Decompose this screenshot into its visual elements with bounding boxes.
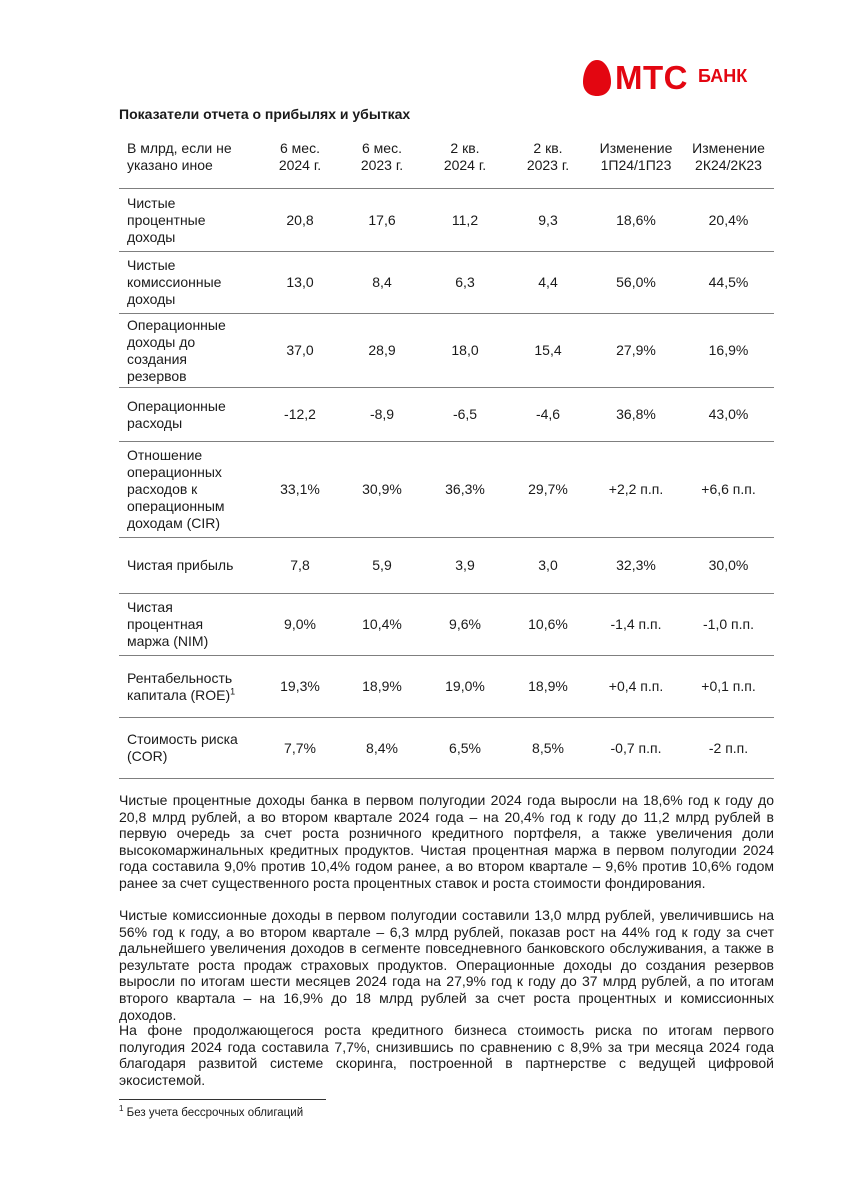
section-title: Показатели отчета о прибылях и убытках	[119, 106, 411, 122]
logo-bank-text: БАНК	[697, 66, 748, 86]
table-cell: 9,3	[507, 189, 589, 252]
column-header: 6 мес. 2024 г.	[259, 134, 341, 189]
footnote-text: Без учета бессрочных облигаций	[126, 1107, 304, 1119]
table-cell: 6,3	[423, 252, 507, 314]
table-row	[119, 388, 774, 442]
column-header: 6 мес. 2023 г.	[341, 134, 423, 189]
row-label: Чистая процентная маржа (NIM)	[119, 594, 259, 656]
table-cell: 20,4%	[683, 189, 774, 252]
row-label: Операционные расходы	[119, 388, 259, 442]
table-cell: 20,8	[259, 189, 341, 252]
table-cell: 16,9%	[683, 314, 774, 388]
column-header: В млрд, если не указано иное	[119, 134, 259, 189]
column-header: 2 кв. 2023 г.	[507, 134, 589, 189]
logo-mts-text: МТС	[615, 59, 688, 96]
table-cell: 44,5%	[683, 252, 774, 314]
table-cell: 9,0%	[259, 594, 341, 656]
mts-egg-icon	[582, 59, 612, 97]
table-cell: 5,9	[341, 538, 423, 594]
table-cell: 32,3%	[589, 538, 683, 594]
table-cell: 36,3%	[423, 442, 507, 538]
table-cell: 3,0	[507, 538, 589, 594]
table-cell: 19,3%	[259, 656, 341, 718]
table-cell: 18,9%	[341, 656, 423, 718]
column-header: Изменение 2К24/2К23	[683, 134, 774, 189]
table-cell: 30,9%	[341, 442, 423, 538]
table-cell: 18,6%	[589, 189, 683, 252]
table-cell: 10,4%	[341, 594, 423, 656]
footnote	[119, 1104, 304, 1119]
row-label: Операционные доходы до создания резервов	[119, 314, 259, 388]
table-cell: +0,1 п.п.	[683, 656, 774, 718]
paragraph-cost-of-risk: На фоне продолжающегося роста кредитного бизнеса стоимость риска по итогам первого полугодия 2024 года составила 7,7%, снизившись по сравнению с 8,9% за три месяца 2024 года благодаря развитой системе скоринга, построенной в партнерстве с ведущей цифровой экосистемой.	[119, 1022, 774, 1088]
row-label: Чистые комиссионные доходы	[119, 252, 259, 314]
table-cell: +2,2 п.п.	[589, 442, 683, 538]
table-cell: +0,4 п.п.	[589, 656, 683, 718]
row-label: Стоимость риска (COR)	[119, 718, 259, 779]
table-cell: 4,4	[507, 252, 589, 314]
row-label: Чистые процентные доходы	[119, 189, 259, 252]
table-cell: 15,4	[507, 314, 589, 388]
table-cell: 13,0	[259, 252, 341, 314]
table-cell: 8,4%	[341, 718, 423, 779]
table-cell: 8,5%	[507, 718, 589, 779]
table-cell: -8,9	[341, 388, 423, 442]
table-row	[119, 594, 774, 656]
column-header: Изменение 1П24/1П23	[589, 134, 683, 189]
row-label: Отношение операционных расходов к операционным доходам (CIR)	[119, 442, 259, 538]
paragraph-fee-income: Чистые комиссионные доходы в первом полугодии составили 13,0 млрд рублей, увеличившись на 56% год к году, а во втором квартале – 6,3 млрд рублей, показав рост на 44% год к году за счет дальнейшего увеличения доходов в сегменте повседневного банковского обслуживания, а также в результате роста продаж страховых продуктов. Операционные доходы до создания резервов выросли по итогам шести месяцев 2024 года на 27,9% год к году до 37 млрд рублей, а по итогам второго квартала – на 16,9% до 18 млрд рублей за счет роста процентных и комиссионных доходов.	[119, 907, 774, 1023]
table-row	[119, 442, 774, 538]
table-cell: 37,0	[259, 314, 341, 388]
table-cell: -1,4 п.п.	[589, 594, 683, 656]
footnote-number: 1	[119, 1104, 124, 1114]
table-cell: 10,6%	[507, 594, 589, 656]
table-cell: 28,9	[341, 314, 423, 388]
table-cell: 7,7%	[259, 718, 341, 779]
table-cell: 18,0	[423, 314, 507, 388]
income-statement-table	[119, 134, 774, 779]
table-cell: 11,2	[423, 189, 507, 252]
table-cell: 3,9	[423, 538, 507, 594]
table-cell: 18,9%	[507, 656, 589, 718]
table-row	[119, 718, 774, 779]
footnote-marker: 1	[230, 685, 236, 696]
footnote-divider	[119, 1099, 326, 1100]
row-label: Рентабельность капитала (ROE)$^1$	[119, 656, 259, 718]
table-header-row	[119, 134, 774, 189]
table-cell: 43,0%	[683, 388, 774, 442]
table-row	[119, 538, 774, 594]
table-cell: 29,7%	[507, 442, 589, 538]
table-cell: -6,5	[423, 388, 507, 442]
paragraph-net-interest-income: Чистые процентные доходы банка в первом полугодии 2024 года выросли на 18,6% год к году до 20,8 млрд рублей, а во втором квартале 2024 года – на 20,4% год к году до 11,2 млрд рублей в первую очередь за счет роста розничного кредитного портфеля, а также увеличения доли высокомаржинальных кредитных продуктов. Чистая процентная маржа в первом полугодии 2024 года составила 9,0% против 10,4% годом ранее, а во втором квартале – 9,6% против 10,6% годом ранее за счет существенного роста процентных ставок и роста стоимости фондирования.	[119, 792, 774, 891]
table-row	[119, 656, 774, 718]
table-cell: -1,0 п.п.	[683, 594, 774, 656]
table-row	[119, 189, 774, 252]
table-cell: 7,8	[259, 538, 341, 594]
table-cell: 9,6%	[423, 594, 507, 656]
mts-bank-logo	[582, 58, 747, 98]
table-cell: -0,7 п.п.	[589, 718, 683, 779]
table-cell: 27,9%	[589, 314, 683, 388]
table-cell: 6,5%	[423, 718, 507, 779]
table-cell: 56,0%	[589, 252, 683, 314]
table-cell: 8,4	[341, 252, 423, 314]
table-cell: -4,6	[507, 388, 589, 442]
table-cell: +6,6 п.п.	[683, 442, 774, 538]
table-row	[119, 314, 774, 388]
table-cell: -2 п.п.	[683, 718, 774, 779]
table-cell: 33,1%	[259, 442, 341, 538]
table-cell: -12,2	[259, 388, 341, 442]
table-cell: 17,6	[341, 189, 423, 252]
row-label: Чистая прибыль	[119, 538, 259, 594]
table-cell: 19,0%	[423, 656, 507, 718]
table-cell: 36,8%	[589, 388, 683, 442]
column-header: 2 кв. 2024 г.	[423, 134, 507, 189]
table-row	[119, 252, 774, 314]
table-cell: 30,0%	[683, 538, 774, 594]
